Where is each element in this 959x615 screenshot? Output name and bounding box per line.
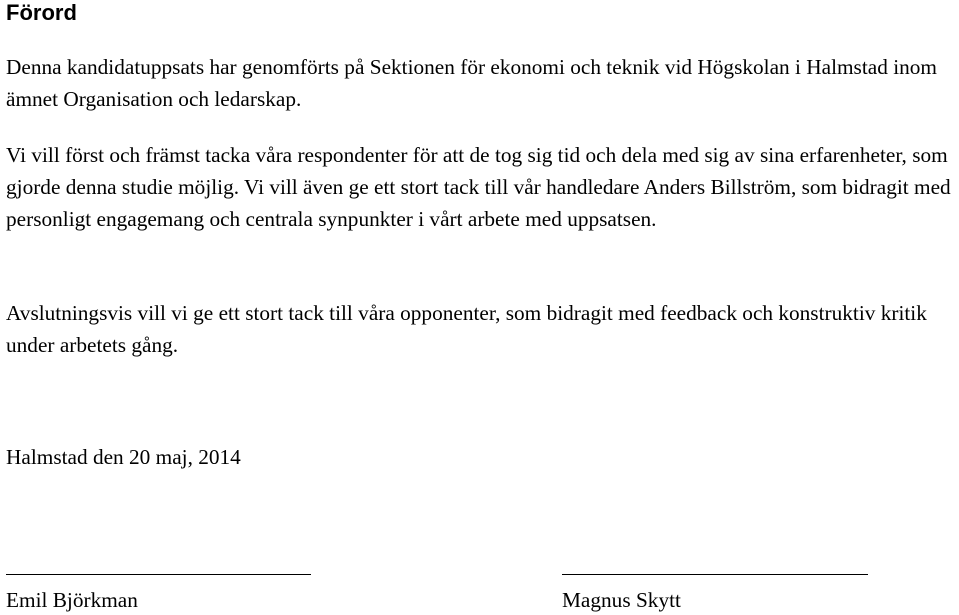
signature-line-1 xyxy=(6,574,311,575)
signature-name-1: Emil Björkman xyxy=(6,588,138,612)
signature-name-2: Magnus Skytt xyxy=(562,588,681,612)
paragraph-acknowledgements: Vi vill först och främst tacka våra respondenter för att de tog sig tid och dela med sig av sina erfarenheter, som gjorde denna studie möjlig. Vi vill även ge ett stort tack till vår handledare Anders Billström, som bidragit med personligt engagemang och centrala synpunkter i vårt arbete med uppsatsen. xyxy=(6,143,951,231)
place-and-date: Halmstad den 20 maj, 2014 xyxy=(6,445,241,469)
page-title: Förord xyxy=(6,0,77,25)
paragraph-closing: Avslutningsvis vill vi ge ett stort tack till våra opponenter, som bidragit med feedback och konstruktiv kritik under arbetets gång. xyxy=(6,301,927,357)
signature-line-2 xyxy=(562,574,868,575)
paragraph-intro: Denna kandidatuppsats har genomförts på Sektionen för ekonomi och teknik vid Högskolan i Halmstad inom ämnet Organisation och ledarskap. xyxy=(6,55,937,111)
